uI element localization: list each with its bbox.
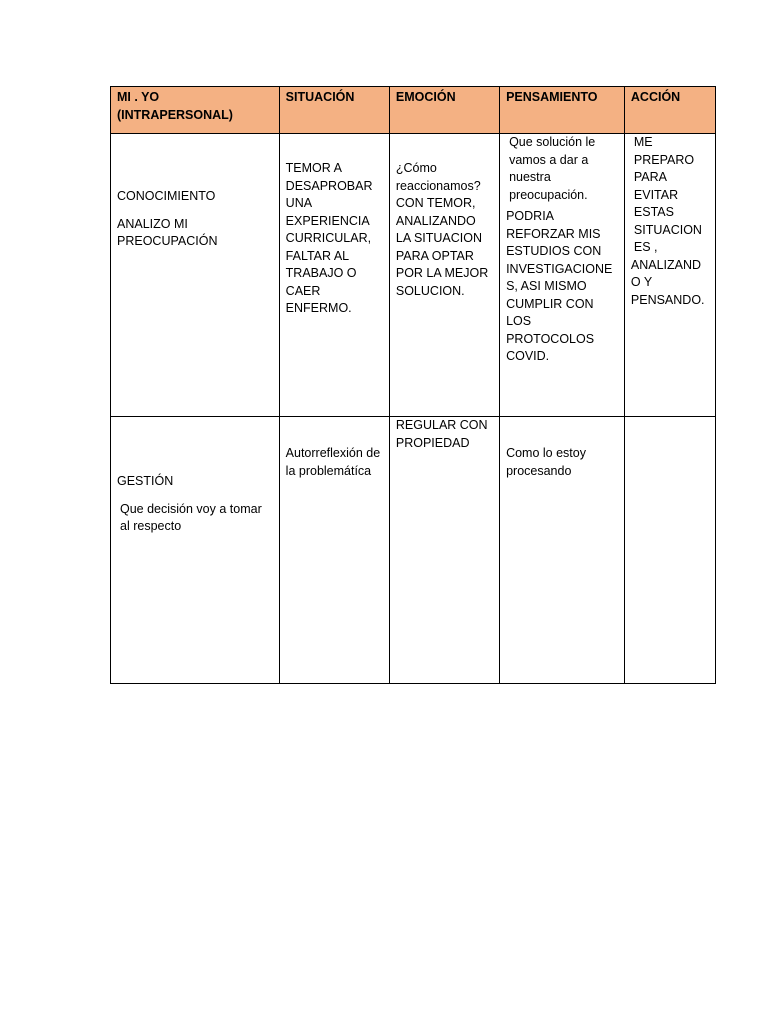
cell-emocion: [389, 134, 499, 417]
cell-conocimiento: [111, 134, 280, 417]
header-pensamiento: PENSAMIENTO: [500, 87, 625, 134]
header-mi-yo: MI . YO (INTRAPERSONAL): [111, 87, 280, 134]
emocion-text: REGULAR CON PROPIEDAD: [395, 418, 488, 450]
table-row-conocimiento: [111, 134, 716, 417]
intrapersonal-table: [110, 86, 716, 684]
accion-text-2: ANALIZANDO Y PENSANDO.: [630, 257, 705, 307]
header-accion: ACCIÓN: [624, 87, 715, 134]
cell-pensamiento: [500, 417, 625, 684]
pensamiento-question: Que solución le vamos a dar a nuestra preocupación.: [509, 135, 596, 202]
emotion-analysis-table: [110, 86, 716, 578]
cell-emocion: [389, 417, 499, 684]
accion-text-1: ME PREPARO PARA EVITAR ESTAS SITUACIONES ,: [633, 135, 702, 254]
header-row: [111, 87, 716, 134]
table-row-gestion: [111, 417, 716, 684]
cell-accion: [624, 417, 715, 684]
row-title: CONOCIMIENTO: [117, 189, 216, 203]
cell-situacion: [279, 134, 389, 417]
emocion-question: ¿Cómo reaccionamos?: [395, 161, 481, 193]
cell-situacion: [279, 417, 389, 684]
row-title: GESTIÓN: [117, 474, 174, 488]
situacion-text: Autorreflexión de la problemátíca: [285, 446, 381, 478]
row-subtitle: ANALIZO MI PREOCUPACIÓN: [117, 216, 218, 248]
situacion-text: TEMOR A DESAPROBAR UNA EXPERIENCIA CURRICULAR, FALTAR AL TRABAJO O CAER ENFERMO.: [285, 161, 373, 315]
cell-pensamiento: [500, 134, 625, 417]
cell-accion: [624, 134, 715, 417]
header-emocion: EMOCIÓN: [389, 87, 499, 134]
pensamiento-text: PODRIA REFORZAR MIS ESTUDIOS CON INVESTIGACIONES, ASI MISMO CUMPLIR CON LOS PROTOCOLOS COVID.: [506, 209, 613, 363]
pensamiento-text: Como lo estoy procesando: [506, 446, 586, 478]
emocion-text: CON TEMOR, ANALIZANDO LA SITUACION PARA OPTAR POR LA MEJOR SOLUCION.: [395, 196, 489, 298]
cell-gestion: [111, 417, 280, 684]
row-subtitle: Que decisión voy a tomar al respecto: [120, 501, 262, 533]
header-situacion: SITUACIÓN: [279, 87, 389, 134]
